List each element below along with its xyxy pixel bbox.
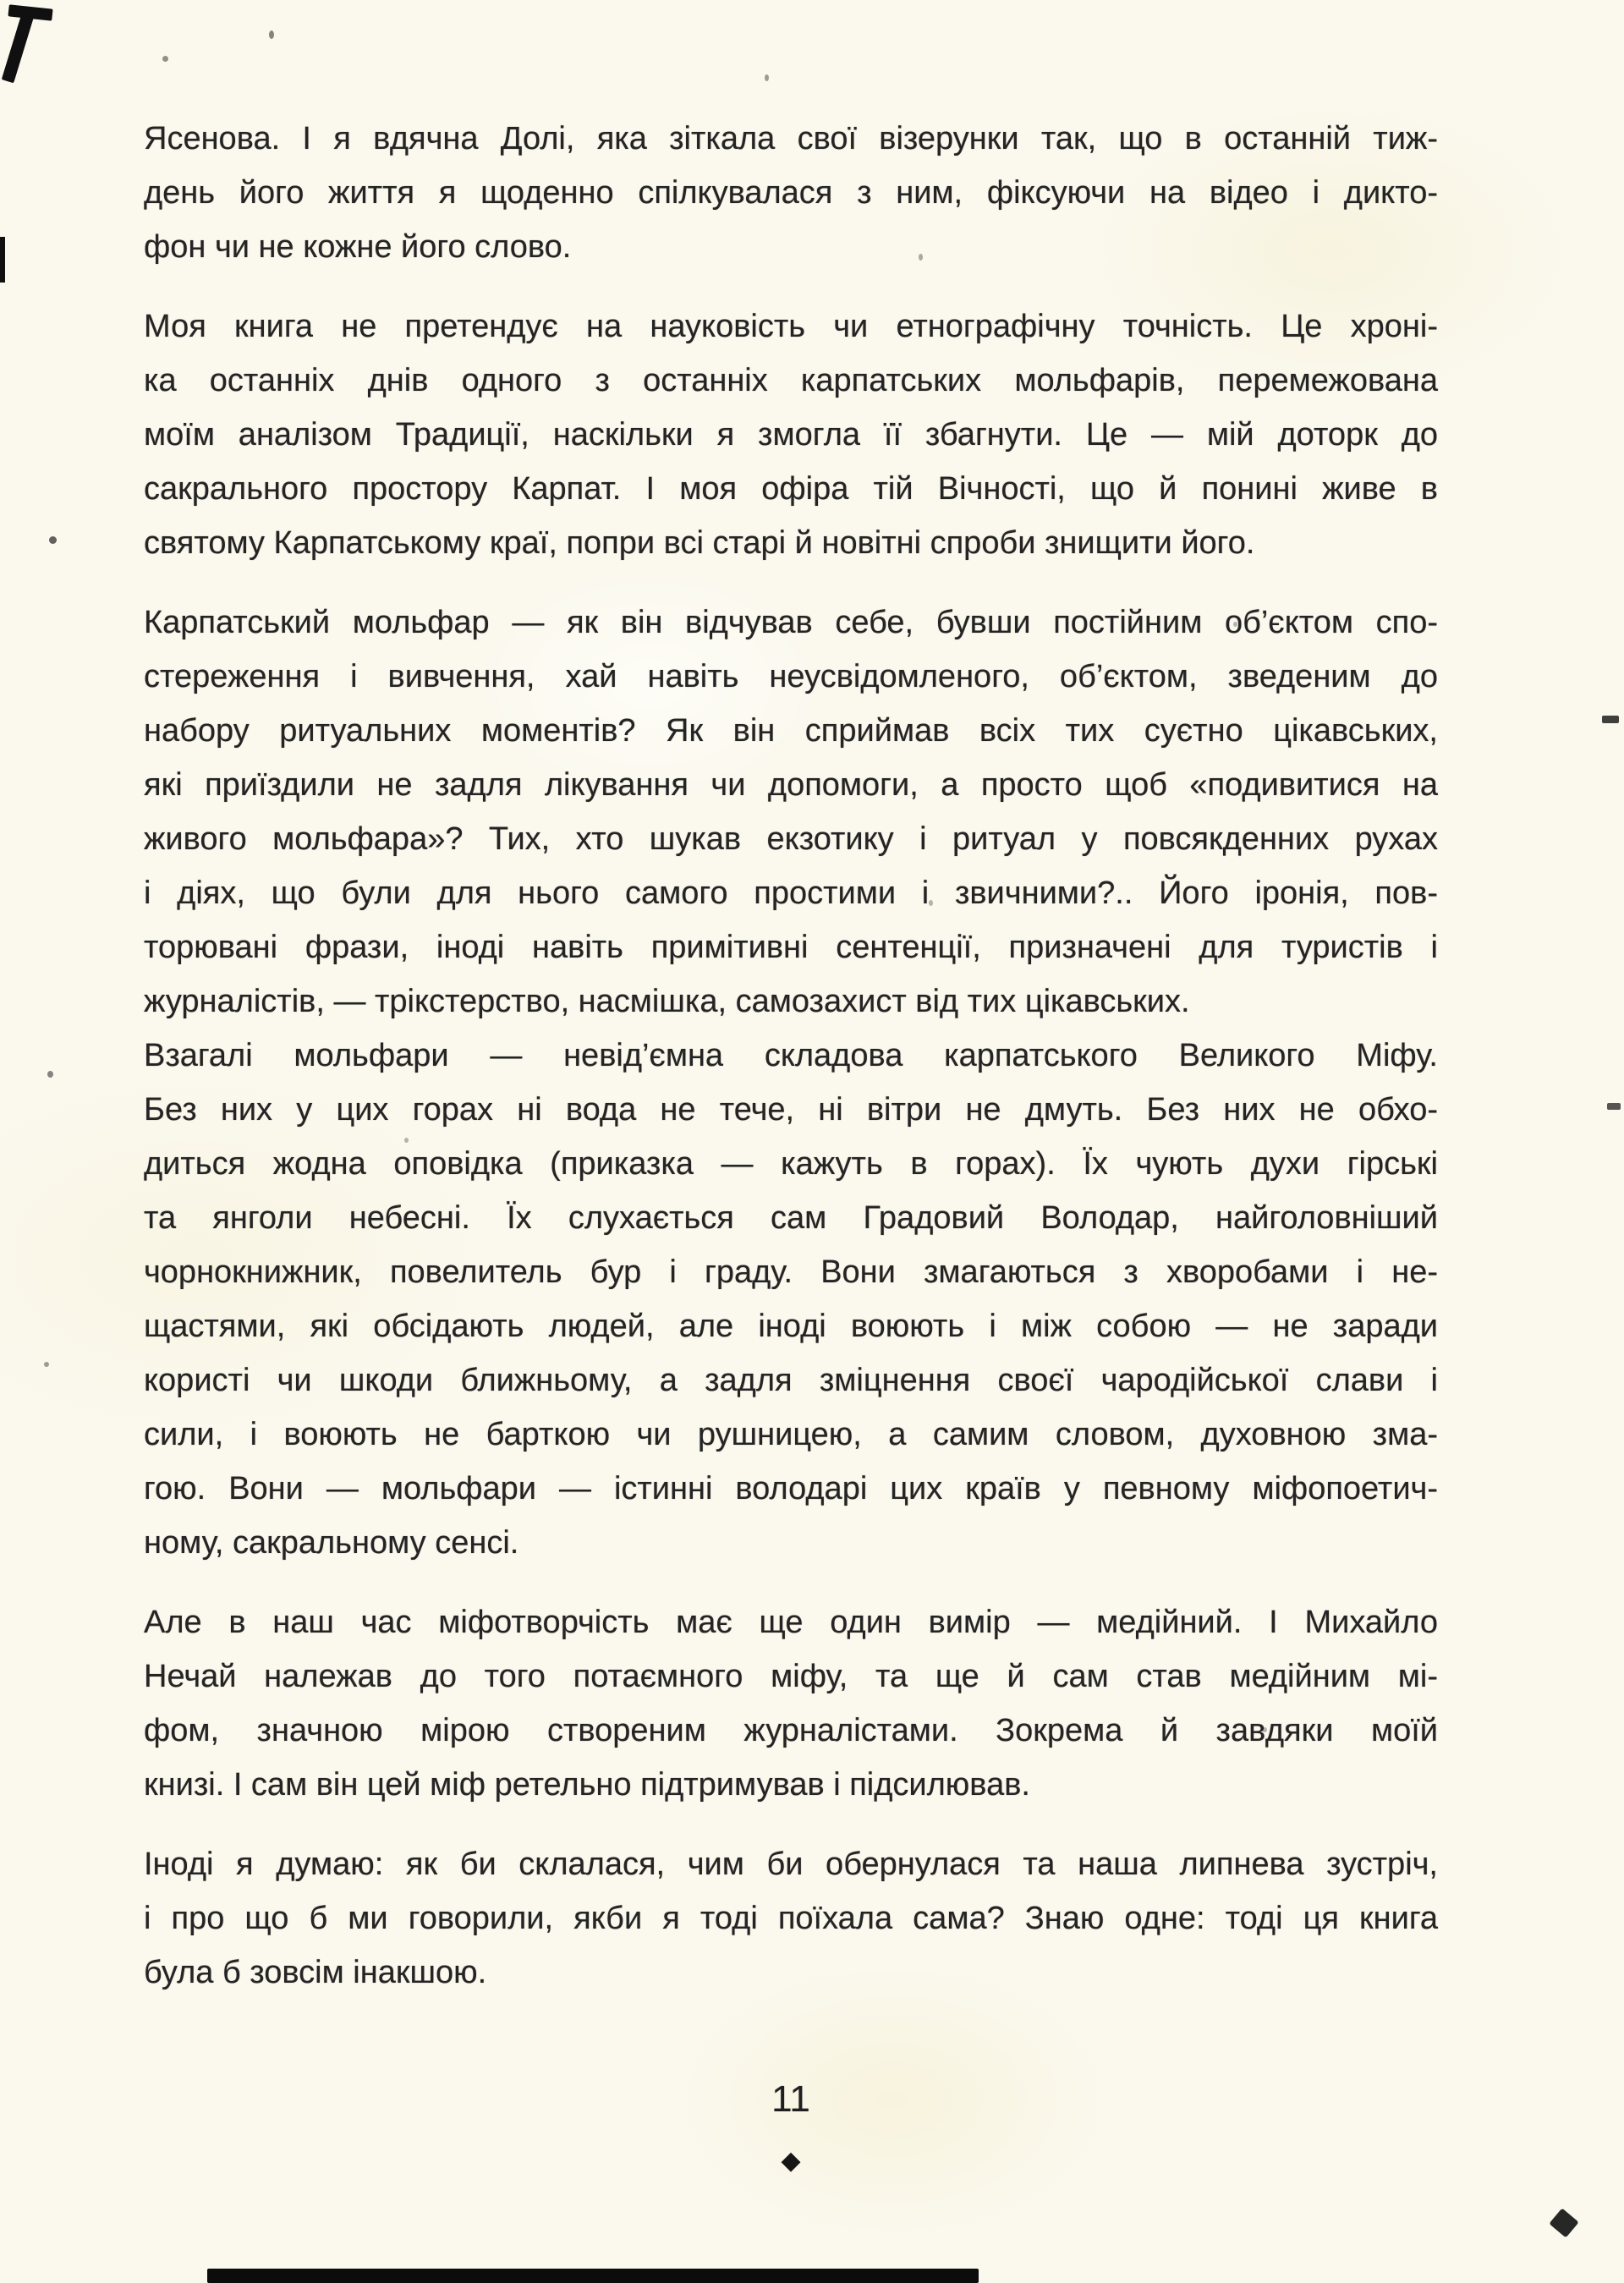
scan-artifact-blob <box>1549 2208 1578 2237</box>
scan-artifact-speck <box>269 30 274 39</box>
text-line: книзі. І сам він цей міф ретельно підтримував і підсилював. <box>144 1767 1030 1803</box>
paragraph <box>144 1029 1438 1570</box>
text-line: які приїздили не задля лікування чи допомоги, а просто щоб «подивитися на <box>144 767 1438 803</box>
paragraph <box>144 112 1438 274</box>
scan-artifact-speck <box>929 900 933 906</box>
scan-artifact-bottom-bar <box>207 2269 979 2283</box>
scan-artifact-speck <box>49 536 57 544</box>
text-line: Без них у цих горах ні вода не тече, ні вітри не дмуть. Без них не обхо- <box>144 1092 1438 1128</box>
text-line: фон чи не кожне його слово. <box>144 229 572 265</box>
scan-artifact-edge-dash <box>1602 716 1619 723</box>
text-line: день його життя я щоденно спілкувалася з ним, фіксуючи на відео і дикто- <box>144 175 1438 211</box>
diamond-ornament: ◆ <box>781 2147 801 2175</box>
text-line: журналістів, — трікстерство, насмішка, самозахист від тих цікавських. <box>144 984 1190 1019</box>
scan-artifact-speck <box>162 56 168 62</box>
page-number: 11 <box>771 2078 810 2120</box>
scan-artifact-corner-mark <box>2 10 35 84</box>
text-line: Нечай належав до того потаємного міфу, та ще й сам став медійним мі- <box>144 1659 1438 1694</box>
scan-artifact-speck <box>47 1071 53 1078</box>
text-line: моїм аналізом Традиції, наскільки я змогла її збагнути. Це — мій доторк до <box>144 417 1438 453</box>
text-line: живого мольфара»? Тих, хто шукав екзотику і ритуал у повсякденних рухах <box>144 821 1438 857</box>
scan-artifact-speck <box>1262 1727 1267 1732</box>
scan-artifact-speck <box>44 1362 49 1367</box>
text-line: гою. Вони — мольфари — істинні володарі цих країв у певному міфопоетич- <box>144 1471 1438 1506</box>
text-line: торювані фрази, іноді навіть примітивні сентенції, призначені для туристів і <box>144 930 1438 965</box>
text-line: чорнокнижник, повелитель бур і граду. Вони змагаються з хворобами і не- <box>144 1254 1438 1290</box>
scan-artifact-corner-mark <box>8 4 52 20</box>
text-line: Але в наш час міфотворчість має ще один вимір — медійний. І Михайло <box>144 1605 1438 1640</box>
scan-artifact-speck <box>919 254 923 261</box>
paragraph <box>144 1837 1438 2000</box>
text-line: користі чи шкоди ближньому, а задля зміцнення своєї чародійської слави і <box>144 1363 1438 1398</box>
text-line: святому Карпатському краї, попри всі старі й новітні спроби знищити його. <box>144 525 1255 561</box>
paragraph <box>144 1595 1438 1812</box>
text-line: ка останніх днів одного з останніх карпатських мольфарів, перемежована <box>144 363 1438 398</box>
text-line: Іноді я думаю: як би склалася, чим би обернулася та наша липнева зустріч, <box>144 1847 1438 1882</box>
text-line: сили, і воюють не барткою чи рушницею, а самим словом, духовною зма- <box>144 1417 1438 1452</box>
scan-artifact-edge-dash <box>1607 1103 1621 1110</box>
text-line: щастями, які обсідають людей, але іноді воюють і між собою — не заради <box>144 1309 1438 1344</box>
text-line: набору ритуальних моментів? Як він сприймав всіх тих суєтно цікавських, <box>144 713 1438 749</box>
text-line: сакрального простору Карпат. І моя офіра тій Вічності, що й понині живе в <box>144 471 1438 507</box>
text-line: диться жодна оповідка (приказка — кажуть в горах). Їх чують духи гірські <box>144 1146 1438 1182</box>
scan-artifact-speck <box>1233 622 1237 627</box>
paragraph <box>144 299 1438 570</box>
text-line: Взагалі мольфари — невід’ємна складова карпатського Великого Міфу. <box>144 1038 1438 1073</box>
text-line: та янголи небесні. Їх слухається сам Градовий Володар, найголовніший <box>144 1200 1438 1236</box>
text-line: і про що б ми говорили, якби я тоді поїхала сама? Знаю одне: тоді ця книга <box>144 1901 1438 1936</box>
text-line: була б зовсім інакшою. <box>144 1955 487 1990</box>
scan-artifact-edge-line <box>0 237 5 283</box>
page-text <box>144 112 1438 2025</box>
scan-artifact-speck <box>404 1138 409 1143</box>
scan-artifact-speck <box>765 74 769 81</box>
text-line: ному, сакральному сенсі. <box>144 1525 519 1561</box>
text-line: Ясенова. І я вдячна Долі, яка зіткала свої візерунки так, що в останній тиж- <box>144 121 1438 156</box>
text-line: фом, значною мірою створеним журналістами. Зокрема й завдяки моїй <box>144 1713 1438 1748</box>
paragraph <box>144 595 1438 1029</box>
text-line: стереження і вивчення, хай навіть неусвідомленого, об’єктом, зведеним до <box>144 659 1438 694</box>
text-line: Моя книга не претендує на науковість чи етнографічну точність. Це хроні- <box>144 309 1438 344</box>
text-line: Карпатський мольфар — як він відчував себе, бувши постійним об’єктом спо- <box>144 605 1438 640</box>
text-line: і діях, що були для нього самого простими і звичними?.. Його іронія, пов- <box>144 875 1438 911</box>
